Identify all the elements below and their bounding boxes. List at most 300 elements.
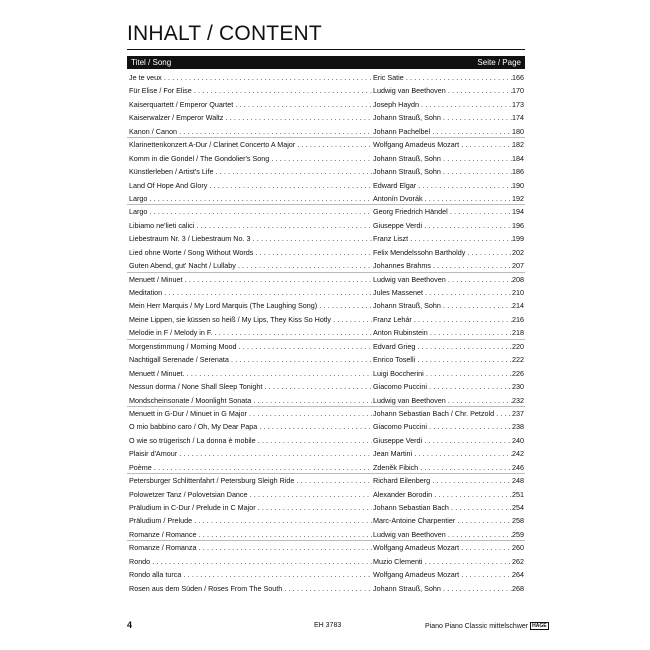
leader-dots	[269, 154, 372, 163]
song-title-text: Rosen aus dem Süden / Roses From The South	[129, 583, 283, 593]
page-ref: 216	[512, 314, 524, 324]
page-ref: 210	[512, 288, 524, 297]
composer	[373, 474, 513, 487]
composer-text: Johann Strauß, Sohn	[373, 113, 441, 123]
leader-dots	[412, 449, 513, 458]
song-title	[129, 394, 372, 407]
song-title	[129, 179, 372, 192]
leader-dots	[427, 422, 513, 431]
song-title-text: Polowetzer Tanz / Polovetsian Dance	[129, 489, 248, 499]
composer-text: Anton Rubinstein	[373, 328, 428, 338]
leader-dots	[404, 73, 513, 82]
composer-text: Johann Strauß, Sohn	[373, 153, 441, 163]
leader-dots	[192, 86, 372, 95]
song-title-text: Kaiserwalzer / Emperor Waltz	[129, 113, 224, 123]
song-title	[129, 514, 372, 527]
composer-text: Franz Lehár	[373, 314, 412, 324]
song-title	[129, 286, 372, 299]
leader-dots	[428, 328, 513, 337]
composer	[373, 125, 513, 138]
song-title-text: Mein Herr Marquis / My Lord Marquis (The Laughing Song)	[129, 301, 318, 311]
page-ref: 237	[512, 408, 524, 418]
song-title-text: Klarinettenkonzert A-Dur / Clarinet Concerto A Major	[129, 140, 296, 150]
song-title-text: Mondscheinsonate / Moonlight Sonata	[129, 395, 252, 405]
song-title-text: Komm in die Gondel / The Gondolier's Song	[129, 153, 270, 163]
leader-dots	[253, 248, 372, 257]
list-item	[127, 98, 525, 111]
composer	[373, 71, 513, 84]
song-title-text: Für Elise / For Elise	[129, 86, 192, 96]
list-item	[127, 313, 525, 326]
composer-text: Richard Eilenberg	[373, 476, 431, 486]
composer	[373, 232, 513, 245]
list-item	[127, 205, 525, 218]
composer-text: Johannes Brahms	[373, 261, 431, 271]
leader-dots	[424, 369, 513, 378]
publication-name: Piano Piano Classic mittelschwer	[425, 622, 529, 630]
song-title	[129, 434, 372, 447]
song-title-text: O wie so trügerisch / La donna è mobile	[129, 435, 256, 445]
page-ref: 238	[512, 422, 524, 432]
song-title-text: Kaiserquartett / Emperor Quartet	[129, 99, 234, 109]
song-title	[129, 501, 372, 514]
leader-dots	[412, 315, 513, 324]
list-item	[127, 192, 525, 205]
song-title	[129, 447, 372, 460]
leader-dots	[427, 382, 513, 391]
composer	[373, 394, 513, 407]
leader-dots	[422, 436, 513, 445]
composer-text: Marc-Antoine Charpentier	[373, 516, 456, 526]
song-title	[129, 528, 372, 541]
leader-dots	[459, 543, 513, 552]
composer-text: Edvard Grieg	[373, 341, 416, 351]
composer	[373, 219, 513, 232]
list-item	[127, 219, 525, 232]
composer	[373, 434, 513, 447]
song-title	[129, 582, 372, 595]
song-title	[129, 299, 372, 312]
composer	[373, 488, 513, 501]
composer-text: Wolfgang Amadeus Mozart	[373, 140, 460, 150]
page-ref: 254	[512, 503, 524, 512]
leader-dots	[415, 342, 513, 351]
leader-dots	[441, 167, 513, 176]
composer	[373, 299, 513, 312]
page-number: 4	[127, 620, 133, 630]
song-title-text: Je te veux	[129, 73, 162, 82]
composer	[373, 192, 513, 205]
composer-text: Giuseppe Verdi	[373, 435, 423, 445]
page-ref: 182	[512, 140, 524, 150]
table-header	[127, 56, 525, 69]
song-title	[129, 111, 372, 124]
song-title-text: Petersburger Schlittenfahrt / Petersburg Sleigh Ride	[129, 476, 295, 486]
page-ref: 218	[512, 328, 524, 338]
composer-text: Georg Friedrich Händel	[373, 207, 448, 217]
title-rule	[127, 49, 525, 50]
list-item	[127, 246, 525, 259]
page-ref: 258	[512, 516, 524, 526]
list-item	[127, 541, 525, 554]
leader-dots	[415, 355, 513, 364]
song-title	[129, 125, 372, 138]
leader-dots	[248, 490, 372, 499]
leader-dots	[294, 476, 372, 485]
song-title-text: Libiamo ne'lieti calici	[129, 220, 195, 230]
leader-dots	[416, 181, 513, 190]
list-item	[127, 138, 525, 151]
song-title-text: Plaisir d'Amour	[129, 449, 178, 459]
song-title-text: Präludium in C-Dur / Prelude in C Major	[129, 503, 256, 512]
page-ref: 186	[512, 167, 524, 177]
list-item	[127, 71, 525, 84]
song-title	[129, 541, 372, 554]
page-ref: 251	[512, 489, 524, 499]
list-item	[127, 273, 525, 286]
song-title	[129, 407, 372, 420]
leader-dots	[197, 543, 372, 552]
song-title-text: Menuett in G-Dur / Minuet in G Major	[129, 408, 247, 418]
page-ref: 202	[512, 247, 524, 257]
composer-text: Felix Mendelssohn Bartholdy	[373, 247, 466, 257]
composer	[373, 313, 513, 326]
song-title	[129, 326, 372, 339]
leader-dots	[192, 516, 372, 525]
leader-dots	[423, 557, 513, 566]
contents-list	[127, 71, 525, 595]
leader-dots	[446, 530, 513, 539]
page-ref: 226	[512, 368, 524, 378]
page-ref: 190	[512, 180, 524, 190]
list-item	[127, 125, 525, 138]
composer	[373, 286, 513, 299]
composer-text: Eric Satie	[373, 73, 404, 82]
leader-dots	[213, 167, 372, 176]
composer	[373, 541, 513, 554]
leader-dots	[422, 221, 513, 230]
leader-dots	[162, 73, 372, 82]
composer-text: Ludwig van Beethoven	[373, 274, 446, 284]
list-item	[127, 179, 525, 192]
song-title-text: Rondo alla turca	[129, 570, 182, 580]
leader-dots	[446, 396, 513, 405]
composer-text: Antonín Dvorák	[373, 193, 423, 203]
list-item	[127, 299, 525, 312]
composer	[373, 205, 513, 218]
composer	[373, 111, 513, 124]
leader-dots	[229, 355, 372, 364]
list-item	[127, 152, 525, 165]
leader-dots	[181, 570, 372, 579]
list-item	[127, 232, 525, 245]
leader-dots	[317, 301, 372, 310]
song-title-text: Poème	[129, 462, 152, 472]
list-item	[127, 447, 525, 460]
composer	[373, 514, 513, 527]
list-item	[127, 528, 525, 541]
leader-dots	[432, 490, 513, 499]
composer-text: Jules Massenet	[373, 288, 423, 297]
page-ref: 192	[512, 193, 524, 203]
list-item	[127, 353, 525, 366]
list-item	[127, 514, 525, 527]
leader-dots	[185, 369, 372, 378]
leader-dots	[430, 127, 513, 136]
song-title-text: Land Of Hope And Glory	[129, 180, 208, 190]
leader-dots	[152, 463, 372, 472]
page-ref: 232	[512, 395, 524, 405]
composer-text: Ludwig van Beethoven	[373, 395, 446, 405]
song-title	[129, 474, 372, 487]
page-ref: 248	[512, 476, 524, 486]
composer	[373, 407, 513, 420]
list-item	[127, 394, 525, 407]
song-title-text: Rondo	[129, 556, 151, 566]
composer-text: Edward Elgar	[373, 180, 417, 190]
song-title-text: Romanze / Romance	[129, 529, 197, 539]
song-title	[129, 380, 372, 393]
page-ref: 208	[512, 274, 524, 284]
leader-dots	[197, 530, 372, 539]
leader-dots	[448, 207, 513, 216]
song-title-text: Nachtigall Serenade / Serenata	[129, 355, 229, 365]
leader-dots	[150, 557, 372, 566]
list-item	[127, 111, 525, 124]
composer-text: Jean Martini	[373, 449, 413, 459]
list-item	[127, 326, 525, 339]
leader-dots	[177, 127, 372, 136]
page-ref: 174	[512, 113, 524, 123]
leader-dots	[177, 449, 372, 458]
composer-text: Franz Liszt	[373, 234, 409, 244]
page-ref: 259	[512, 529, 524, 539]
song-title-text: Meditation	[129, 288, 163, 297]
composer	[373, 501, 513, 514]
page-ref: 180	[512, 126, 524, 136]
composer-text: Johann Sebastian Bach	[373, 503, 449, 512]
song-title	[129, 192, 372, 205]
leader-dots	[418, 463, 513, 472]
composer	[373, 98, 513, 111]
song-title-text: Menuett / Minuet.	[129, 368, 185, 378]
composer-text: Johann Strauß, Sohn	[373, 583, 441, 593]
leader-dots	[419, 100, 513, 109]
leader-dots	[236, 342, 372, 351]
leader-dots	[147, 194, 372, 203]
composer-text: Zdenĕk Fibich	[373, 462, 419, 472]
song-title	[129, 488, 372, 501]
song-title	[129, 340, 372, 353]
page-ref: 214	[512, 301, 524, 311]
composer-text: Enrico Toselli	[373, 355, 416, 365]
leader-dots	[446, 86, 513, 95]
page-ref: 264	[512, 570, 524, 580]
list-item	[127, 474, 525, 487]
song-title-text: Melodie in F / Melody in F.	[129, 328, 213, 338]
page-ref: 260	[512, 543, 524, 553]
song-title	[129, 353, 372, 366]
song-title-text: O mio babbino caro / Oh, My Dear Papa	[129, 422, 258, 432]
leader-dots	[494, 409, 513, 418]
composer	[373, 179, 513, 192]
page-ref: 246	[512, 462, 524, 472]
composer	[373, 367, 513, 380]
song-title-text: Präludium / Prelude	[129, 516, 193, 526]
page-ref: 170	[512, 86, 524, 96]
list-item	[127, 461, 525, 474]
list-item	[127, 501, 525, 514]
song-title	[129, 98, 372, 111]
composer-text: Ludwig van Beethoven	[373, 529, 446, 539]
leader-dots	[207, 181, 372, 190]
song-title-text: Largo	[129, 207, 148, 217]
composer-text: Johann Pachelbel	[373, 126, 431, 136]
song-title	[129, 367, 372, 380]
leader-dots	[459, 140, 513, 149]
leader-dots	[233, 100, 372, 109]
leader-dots	[449, 503, 513, 512]
leader-dots	[408, 234, 513, 243]
song-title-text: Morgenstimmung / Morning Mood	[129, 341, 237, 351]
composer	[373, 582, 513, 595]
song-title-text: Romanze / Romanza	[129, 543, 197, 553]
song-title	[129, 461, 372, 474]
leader-dots	[423, 288, 513, 297]
list-item	[127, 582, 525, 595]
leader-dots	[441, 154, 513, 163]
leader-dots	[251, 396, 372, 405]
composer	[373, 246, 513, 259]
page-ref: 220	[512, 341, 524, 351]
composer-text: Wolfgang Amadeus Mozart	[373, 570, 460, 580]
leader-dots	[423, 194, 513, 203]
composer	[373, 447, 513, 460]
leader-dots	[183, 275, 372, 284]
leader-dots	[250, 234, 372, 243]
header-page-column: Seite / Page	[477, 58, 521, 67]
composer-text: Giuseppe Verdi	[373, 220, 423, 230]
leader-dots	[162, 288, 372, 297]
publisher-logo: HAGE	[532, 623, 547, 629]
list-item	[127, 286, 525, 299]
leader-dots	[223, 113, 372, 122]
leader-dots	[431, 261, 513, 270]
song-title	[129, 232, 372, 245]
list-item	[127, 367, 525, 380]
song-title-text: Guten Abend, gut' Nacht / Lullaby	[129, 261, 236, 271]
song-title	[129, 246, 372, 259]
list-item	[127, 165, 525, 178]
song-title	[129, 165, 372, 178]
page-ref: 268	[512, 583, 524, 593]
leader-dots	[194, 221, 372, 230]
leader-dots	[441, 584, 513, 593]
composer	[373, 340, 513, 353]
composer	[373, 273, 513, 286]
composer-text: Johann Strauß, Sohn	[373, 167, 441, 177]
list-item	[127, 407, 525, 420]
page-ref: 222	[512, 355, 524, 365]
page-ref: 184	[512, 153, 524, 163]
list-item	[127, 340, 525, 353]
composer-text: Giacomo Puccini	[373, 382, 427, 392]
composer-text: Joseph Haydn	[373, 99, 419, 109]
list-item	[127, 434, 525, 447]
composer-text: Wolfgang Amadeus Mozart	[373, 543, 460, 553]
edition-code: EH 3783	[314, 622, 342, 629]
leader-dots	[257, 422, 372, 431]
song-title	[129, 259, 372, 272]
page-ref: 242	[512, 449, 524, 459]
composer-text: Luigi Boccherini	[373, 368, 424, 378]
composer-text: Johann Strauß, Sohn	[373, 301, 441, 311]
song-title	[129, 568, 372, 581]
song-title-text: Nessun dorma / None Shall Sleep Tonight	[129, 382, 263, 392]
composer-text: Giacomo Puccini	[373, 422, 427, 432]
leader-dots	[247, 409, 372, 418]
composer	[373, 326, 513, 339]
leader-dots	[295, 140, 372, 149]
page-ref: 194	[512, 207, 524, 217]
leader-dots	[331, 315, 372, 324]
composer	[373, 568, 513, 581]
composer	[373, 380, 513, 393]
composer	[373, 152, 513, 165]
leader-dots	[459, 570, 513, 579]
composer-text: Ludwig van Beethoven	[373, 86, 446, 96]
page-ref: 240	[512, 435, 524, 445]
song-title-text: Liebestraum Nr. 3 / Liebestraum No. 3	[129, 234, 251, 244]
song-title-text: Largo	[129, 193, 148, 203]
song-title-text: Menuett / Minuet	[129, 274, 183, 284]
list-item	[127, 488, 525, 501]
leader-dots	[262, 382, 372, 391]
composer	[373, 138, 513, 151]
leader-dots	[465, 248, 513, 257]
song-title	[129, 152, 372, 165]
composer-text: Muzio Clementi	[373, 556, 423, 566]
composer	[373, 259, 513, 272]
composer	[373, 84, 513, 97]
page-ref: 196	[512, 220, 524, 230]
composer	[373, 353, 513, 366]
song-title	[129, 420, 372, 433]
composer	[373, 420, 513, 433]
page-ref: 173	[512, 99, 524, 109]
leader-dots	[256, 503, 372, 512]
leader-dots	[430, 476, 513, 485]
composer-text: Alexander Borodin	[373, 489, 433, 499]
composer-text: Johann Sebastian Bach / Chr. Petzold	[373, 408, 495, 418]
list-item	[127, 84, 525, 97]
page-ref: 207	[512, 261, 524, 271]
composer	[373, 461, 513, 474]
song-title	[129, 555, 372, 568]
song-title-text: Meine Lippen, sie küssen so heiß / My Lips, They Kiss So Hotly	[129, 314, 332, 324]
leader-dots	[441, 301, 513, 310]
song-title	[129, 219, 372, 232]
composer	[373, 555, 513, 568]
list-item	[127, 555, 525, 568]
leader-dots	[147, 207, 372, 216]
page-title: INHALT / CONTENT	[127, 22, 322, 45]
leader-dots	[256, 436, 372, 445]
song-title	[129, 71, 372, 84]
leader-dots	[446, 275, 513, 284]
list-item	[127, 380, 525, 393]
composer	[373, 528, 513, 541]
